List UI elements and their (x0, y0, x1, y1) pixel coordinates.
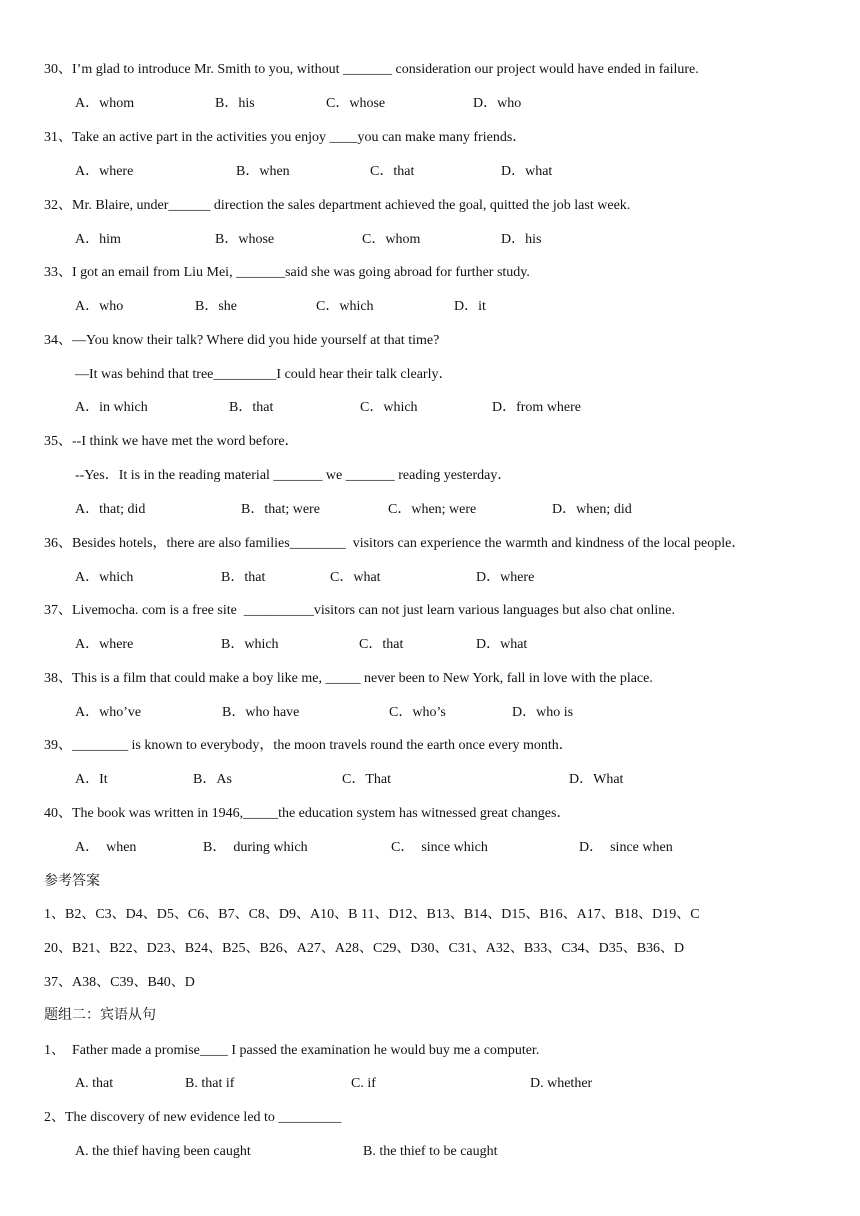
option-d: D．where (476, 570, 535, 585)
option-c: C．whom (362, 232, 421, 247)
question-33-stem: 33、I got an email from Liu Mei, _______said she was going abroad for further study. (44, 265, 530, 280)
option-b: B．that (229, 400, 274, 415)
option-b: B．which (221, 637, 279, 652)
option-b: B. that if (185, 1076, 235, 1091)
option-b: B．As (193, 772, 232, 787)
question-33-options (75, 298, 855, 316)
question-40-stem: 40、The book was written in 1946,_____the education system has witnessed great changes． (44, 806, 571, 821)
question-30-options (75, 95, 855, 113)
section-heading: 题组二：宾语从句 (44, 1008, 156, 1023)
question-32-stem: 32、Mr. Blaire, under______ direction the sales department achieved the goal, quitted the job last week. (44, 198, 631, 213)
group2-question-1-options (75, 1075, 855, 1093)
option-c: C．who’s (389, 705, 446, 720)
option-b: B．when (236, 164, 290, 179)
question-34-stem: 34、—You know their talk? Where did you hide yourself at that time? (44, 333, 440, 348)
option-b: B．that; were (241, 502, 320, 517)
option-d: D． since when (579, 840, 673, 855)
option-a: A. the thief having been caught (75, 1144, 251, 1159)
answers-heading: 参考答案 (44, 874, 100, 889)
group2-question-1-stem: 1、 Father made a promise____ I passed the examination he would buy me a computer. (44, 1043, 540, 1058)
option-d: D．who (473, 96, 522, 111)
option-a: A． when (75, 840, 137, 855)
option-a: A．who (75, 299, 124, 314)
question-32-options (75, 231, 855, 249)
question-34-reply: —It was behind that tree_________I could hear their talk clearly． (75, 367, 453, 382)
option-a: A．whom (75, 96, 135, 111)
option-c: C．That (342, 772, 391, 787)
option-d: D．what (501, 164, 553, 179)
option-c: C．which (316, 299, 374, 314)
question-39-stem: 39、________ is known to everybody，the moon travels round the earth once every month． (44, 738, 573, 753)
option-c: C．whose (326, 96, 386, 111)
question-30-stem: 30、I’m glad to introduce Mr. Smith to you, without _______ consideration our project would have ended in failure. (44, 62, 699, 77)
group2-question-2-stem: 2、The discovery of new evidence led to _________ (44, 1110, 342, 1125)
option-b: B．that (221, 570, 266, 585)
answers-line-2: 20、B21、B22、D23、B24、B25、B26、A27、A28、C29、D30、C31、A32、B33、C34、D35、B36、D (44, 941, 685, 956)
option-d: D．his (501, 232, 542, 247)
question-37-options (75, 636, 855, 654)
option-b: B．his (215, 96, 255, 111)
option-b: B．who have (222, 705, 300, 720)
option-b: B．whose (215, 232, 275, 247)
answers-line-1: 1、B2、C3、D4、D5、C6、B7、C8、D9、A10、B 11、D12、B13、B14、D15、B16、A17、B18、D19、C (44, 907, 700, 922)
answers-line-3: 37、A38、C39、B40、D (44, 975, 195, 990)
option-c: C．when; were (388, 502, 477, 517)
option-c: C．which (360, 400, 418, 415)
option-a: A．him (75, 232, 121, 247)
question-36-options (75, 569, 855, 587)
option-c: C． since which (391, 840, 488, 855)
question-34-options (75, 399, 855, 417)
option-c: C．that (359, 637, 404, 652)
option-d: D．who is (512, 705, 574, 720)
option-c: C．what (330, 570, 381, 585)
option-a: A．that; did (75, 502, 146, 517)
question-36-stem: 36、Besides hotels，there are also families________ visitors can experience the warmth and kindness of the local people． (44, 536, 746, 551)
option-b: B. the thief to be caught (363, 1144, 498, 1159)
option-d: D．what (476, 637, 528, 652)
question-35-options (75, 501, 855, 519)
question-35-reply: --Yes．It is in the reading material _______ we _______ reading yesterday． (75, 468, 512, 483)
option-d: D．from where (492, 400, 582, 415)
option-a: A．where (75, 164, 134, 179)
question-31-options (75, 163, 855, 181)
question-39-options (75, 771, 855, 789)
option-a: A. that (75, 1076, 114, 1091)
option-a: A．which (75, 570, 134, 585)
option-a: A．in which (75, 400, 148, 415)
question-38-stem: 38、This is a film that could make a boy like me, _____ never been to New York, fall in love with the place. (44, 671, 653, 686)
option-c: C. if (351, 1076, 376, 1091)
option-d: D．it (454, 299, 486, 314)
option-a: A．It (75, 772, 108, 787)
option-b: B．she (195, 299, 237, 314)
option-a: A．where (75, 637, 134, 652)
question-37-stem: 37、Livemocha. com is a free site __________visitors can not just learn various languages but also chat online. (44, 603, 676, 618)
question-38-options (75, 704, 855, 722)
question-40-options (75, 839, 855, 857)
question-31-stem: 31、Take an active part in the activities you enjoy ____you can make many friends． (44, 130, 527, 145)
option-b: B． during which (203, 840, 308, 855)
option-d: D. whether (530, 1076, 593, 1091)
group2-question-2-options (75, 1143, 855, 1161)
option-d: D．What (569, 772, 624, 787)
question-35-stem: 35、--I think we have met the word before． (44, 434, 299, 449)
option-d: D．when; did (552, 502, 632, 517)
option-c: C．that (370, 164, 415, 179)
option-a: A．who’ve (75, 705, 142, 720)
